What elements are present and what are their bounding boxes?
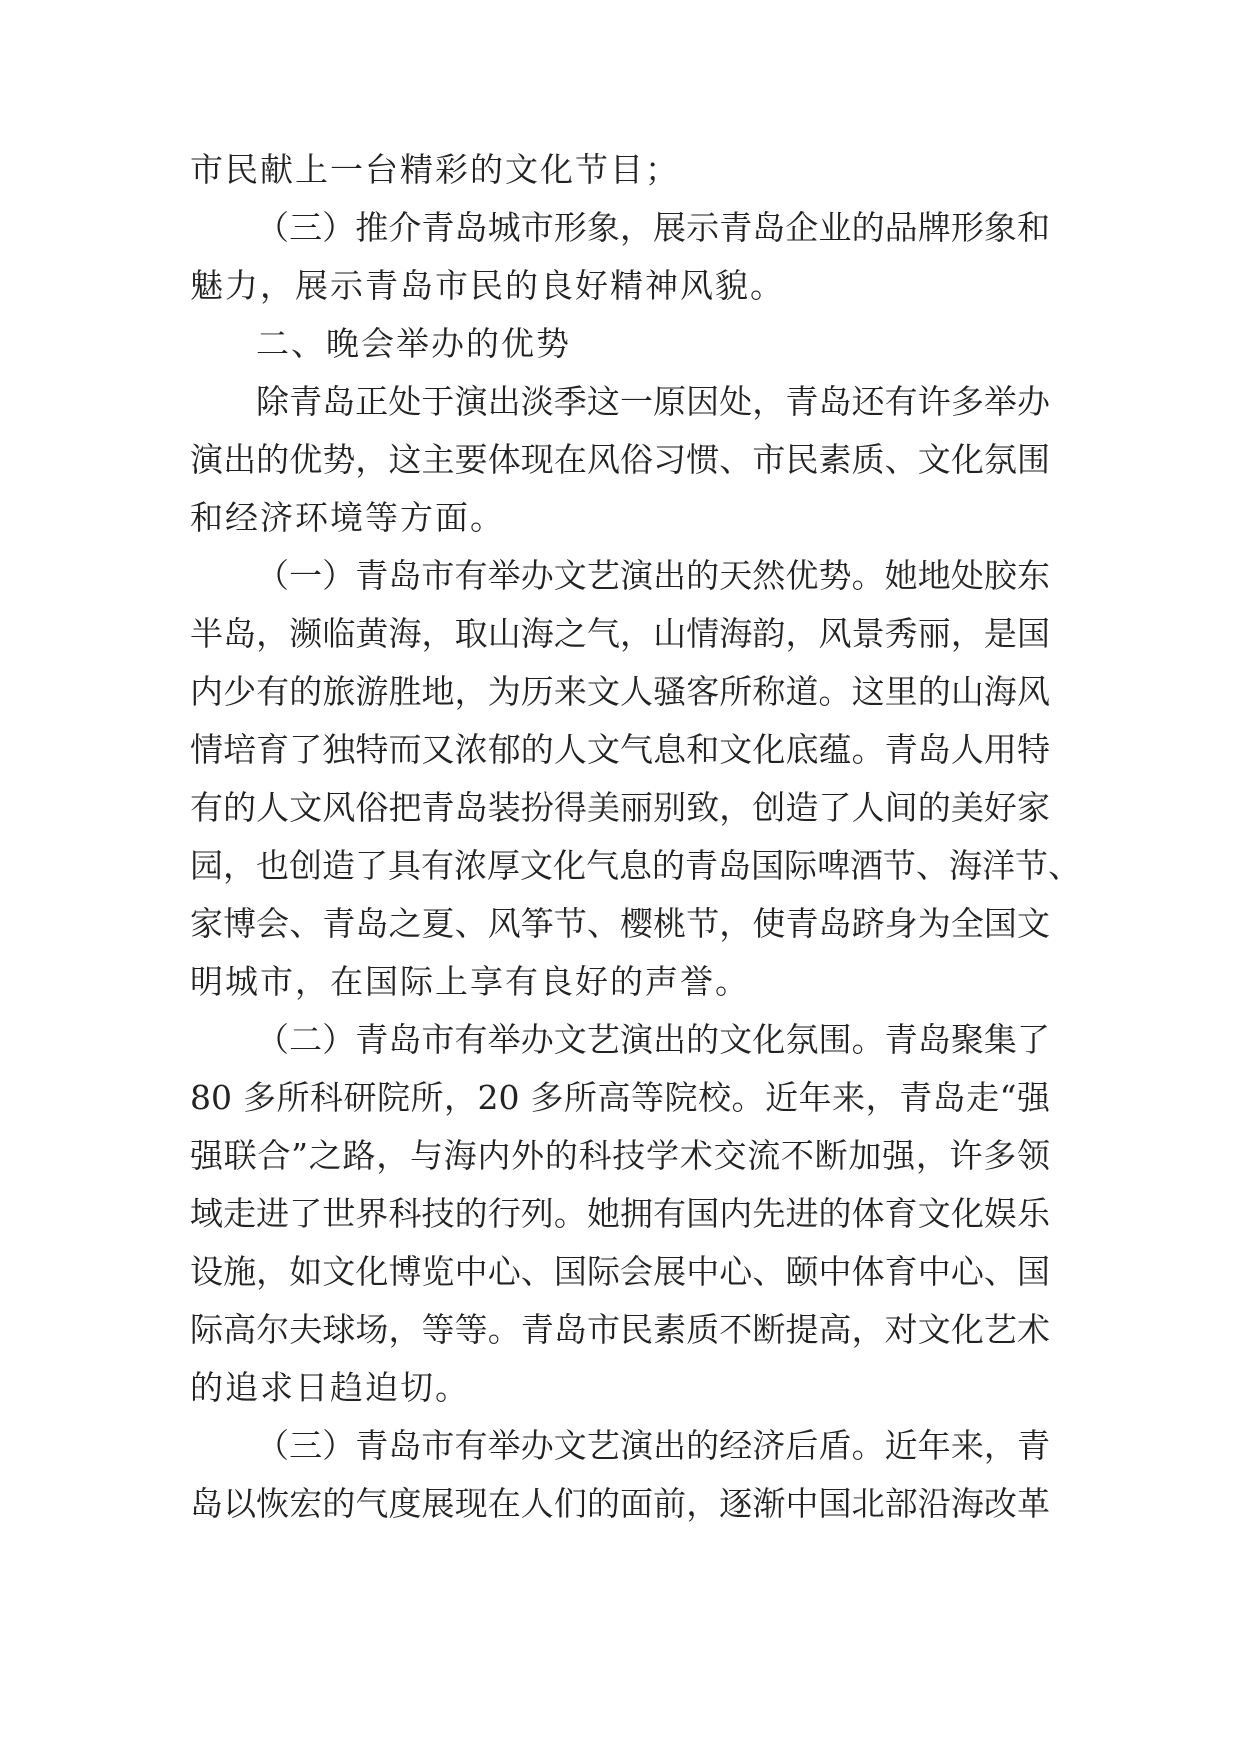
text-line: 设施，如文化博览中心、国际会展中心、颐中体育中心、国 <box>190 1252 1050 1291</box>
text-line: 和经济环境等方面。 <box>190 498 505 537</box>
text-line: 强联合”之路，与海内外的科技学术交流不断加强，许多领 <box>190 1136 1050 1175</box>
text-line: 明城市，在国际上享有良好的声誉。 <box>190 962 750 1001</box>
text-line: 内少有的旅游胜地，为历来文人骚客所称道。这里的山海风 <box>190 672 1050 711</box>
text-line: 80 多所科研院所，20 多所高等院校。近年来，青岛走“强 <box>190 1078 1050 1117</box>
text-line: 家博会、青岛之夏、风筝节、樱桃节，使青岛跻身为全国文 <box>190 904 1050 943</box>
text-line: 有的人文风俗把青岛装扮得美丽别致，创造了人间的美好家 <box>190 788 1050 827</box>
text-line: （三）青岛市有举办文艺演出的经济后盾。近年来，青 <box>256 1426 1050 1465</box>
text-line: （三）推介青岛城市形象，展示青岛企业的品牌形象和 <box>256 208 1050 247</box>
section-heading: 二、晚会举办的优势 <box>256 324 571 363</box>
text-line: （二）青岛市有举办文艺演出的文化氛围。青岛聚集了 <box>256 1020 1050 1059</box>
text-line: 园，也创造了具有浓厚文化气息的青岛国际啤酒节、海洋节、 <box>190 846 1081 885</box>
text-line: 半岛，濒临黄海，取山海之气，山情海韵，风景秀丽，是国 <box>190 614 1050 653</box>
text-line: （一）青岛市有举办文艺演出的天然优势。她地处胶东 <box>256 556 1050 595</box>
text-line: 演出的优势，这主要体现在风俗习惯、市民素质、文化氛围 <box>190 440 1050 479</box>
text-line: 除青岛正处于演出淡季这一原因处，青岛还有许多举办 <box>256 382 1050 421</box>
text-line: 岛以恢宏的气度展现在人们的面前，逐渐中国北部沿海改革 <box>190 1484 1050 1523</box>
text-line: 市民献上一台精彩的文化节目； <box>190 150 680 189</box>
text-line: 情培育了独特而又浓郁的人文气息和文化底蕴。青岛人用特 <box>190 730 1050 769</box>
text-line: 的追求日趋迫切。 <box>190 1368 470 1407</box>
text-line: 际高尔夫球场，等等。青岛市民素质不断提高，对文化艺术 <box>190 1310 1050 1349</box>
text-line: 域走进了世界科技的行列。她拥有国内先进的体育文化娱乐 <box>190 1194 1050 1233</box>
text-line: 魅力，展示青岛市民的良好精神风貌。 <box>190 266 785 305</box>
